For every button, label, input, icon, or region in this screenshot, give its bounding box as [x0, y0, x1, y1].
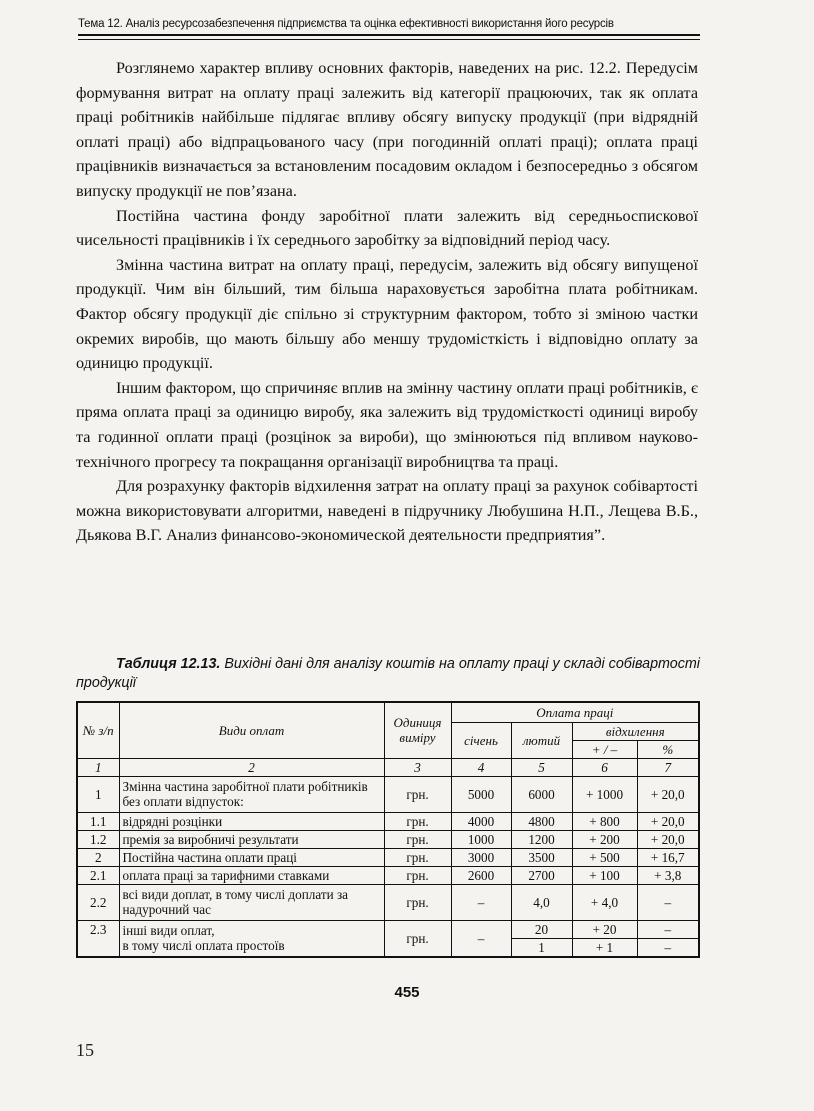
paragraph: Змінна частина витрат на оплату праці, передусім, залежить від обсягу випущеної продукції. Чим він більший, тим більша нараховується заробітна плата робітникам. Фактор обсягу продукції діє спільно зі структурним фактором, тобто зі зміною частки окремих виробів, що мають більшу або меншу трудомісткість і відповідно оплату за одиницю продукції. [76, 255, 698, 373]
row-name: оплата праці за тарифними ставками [119, 866, 384, 884]
table-row [77, 920, 699, 938]
table-row [77, 848, 699, 866]
column-number: 1 [77, 758, 119, 776]
row-num: 2.1 [77, 866, 119, 884]
row-name: премія за виробничі результати [119, 830, 384, 848]
column-number: 7 [637, 758, 699, 776]
header-kind: Види оплат [119, 702, 384, 758]
row-feb: 2700 [511, 866, 572, 884]
header-num: № з/п [77, 702, 119, 758]
row-unit: грн. [384, 920, 451, 957]
row-abs: + 1 [572, 938, 637, 957]
header-abs: + / – [572, 740, 637, 758]
row-feb: 20 [511, 920, 572, 938]
page-number: 455 [394, 984, 420, 1001]
header-pct: % [637, 740, 699, 758]
row-abs: + 100 [572, 866, 637, 884]
row-abs: + 4,0 [572, 884, 637, 920]
row-name [119, 920, 384, 957]
row-unit: грн. [384, 830, 451, 848]
paragraph: Розглянемо характер впливу основних факторів, наведених на рис. 12.2. Передусім формування витрат на оплату праці залежить від категорії працюючих, так як оплата праці робітників найбільше підлягає впливу обсягу випуску продукції (при відрядній оплаті праці) або відпрацьованого часу (при погодинній оплаті праці); оплата праці працівників визначається за встановленим посадовим окладом і безпосередньо з обсягом випуску продукції не пов’язана. [76, 59, 698, 200]
payroll-table [76, 701, 700, 958]
row-num: 1.2 [77, 830, 119, 848]
header-deviation: відхилення [572, 722, 699, 740]
row-name: Постійна частина оплати праці [119, 848, 384, 866]
row-unit: грн. [384, 884, 451, 920]
table-row [77, 866, 699, 884]
column-number: 2 [119, 758, 384, 776]
row-name-line: в тому числі оплата простоїв [122, 938, 285, 953]
paragraph: Постійна частина фонду заробітної плати залежить від середньоспискової чисельності працівників і їх середнього заробітку за відповідний період часу. [76, 206, 698, 250]
paragraph: Для розрахунку факторів відхилення затрат на оплату праці за рахунок собівартості можна використовувати алгоритми, наведені в підручнику Любушина Н.П., Лещева В.Б., Дьякова В.Г. Анализ финансово-экономической деятельности предприятия”. [76, 477, 698, 545]
row-name: відрядні розцінки [119, 812, 384, 830]
table-row [77, 776, 699, 812]
running-head: Тема 12. Аналіз ресурсозабезпечення підприємства та оцінка ефективності використання його ресурсів [78, 18, 700, 36]
corner-mark: 15 [76, 1040, 94, 1060]
column-number: 5 [511, 758, 572, 776]
row-name: всі види доплат, в тому числі доплати за надурочний час [119, 884, 384, 920]
row-pct: – [637, 920, 699, 938]
row-num: 1 [77, 776, 119, 812]
row-jan: – [451, 884, 511, 920]
row-unit: грн. [384, 866, 451, 884]
row-num: 2.3 [77, 920, 119, 957]
row-unit: грн. [384, 848, 451, 866]
row-pct: + 20,0 [637, 812, 699, 830]
row-abs: + 800 [572, 812, 637, 830]
row-unit: грн. [384, 776, 451, 812]
row-feb: 4,0 [511, 884, 572, 920]
column-number: 6 [572, 758, 637, 776]
row-abs: + 1000 [572, 776, 637, 812]
row-num: 1.1 [77, 812, 119, 830]
column-number: 4 [451, 758, 511, 776]
column-number-row [77, 758, 699, 776]
table-caption [76, 655, 700, 693]
row-abs: + 500 [572, 848, 637, 866]
paragraph: Іншим фактором, що спричиняє вплив на змінну частину оплати праці робітників, є пряма оплата праці за одиницю виробу, яка залежить від трудомісткості одиниці виробу та годинної оплати праці (розцінок за вироби), що змінюються під впливом науково-технічного прогресу та покращання організації виробництва та праці. [76, 378, 698, 471]
row-jan: 1000 [451, 830, 511, 848]
row-feb: 3500 [511, 848, 572, 866]
header-payment: Оплата праці [451, 702, 699, 722]
row-jan: 4000 [451, 812, 511, 830]
row-num: 2 [77, 848, 119, 866]
table-row [77, 884, 699, 920]
row-name-line: інші види оплат, [122, 923, 215, 938]
table-caption-label: Таблиця 12.13. [116, 656, 221, 672]
row-abs: + 20 [572, 920, 637, 938]
row-feb: 1 [511, 938, 572, 957]
table-caption-text: Вихідні дані для аналізу коштів на оплату праці у складі собівартості продукції [76, 656, 700, 691]
table-row [77, 812, 699, 830]
row-jan: 3000 [451, 848, 511, 866]
row-num: 2.2 [77, 884, 119, 920]
row-jan: 2600 [451, 866, 511, 884]
row-feb: 4800 [511, 812, 572, 830]
table-row [77, 830, 699, 848]
row-pct: – [637, 884, 699, 920]
row-unit: грн. [384, 812, 451, 830]
header-feb: лютий [511, 722, 572, 758]
row-abs: + 200 [572, 830, 637, 848]
row-pct: + 16,7 [637, 848, 699, 866]
row-feb: 1200 [511, 830, 572, 848]
row-pct: – [637, 938, 699, 957]
column-number: 3 [384, 758, 451, 776]
header-jan: січень [451, 722, 511, 758]
row-feb: 6000 [511, 776, 572, 812]
row-pct: + 3,8 [637, 866, 699, 884]
row-name: Змінна частина заробітної плати робітників без оплати відпусток: [119, 776, 384, 812]
row-jan: – [451, 920, 511, 957]
row-pct: + 20,0 [637, 776, 699, 812]
row-pct: + 20,0 [637, 830, 699, 848]
body-text [76, 56, 698, 548]
header-unit: Одиниця виміру [384, 702, 451, 758]
row-jan: 5000 [451, 776, 511, 812]
